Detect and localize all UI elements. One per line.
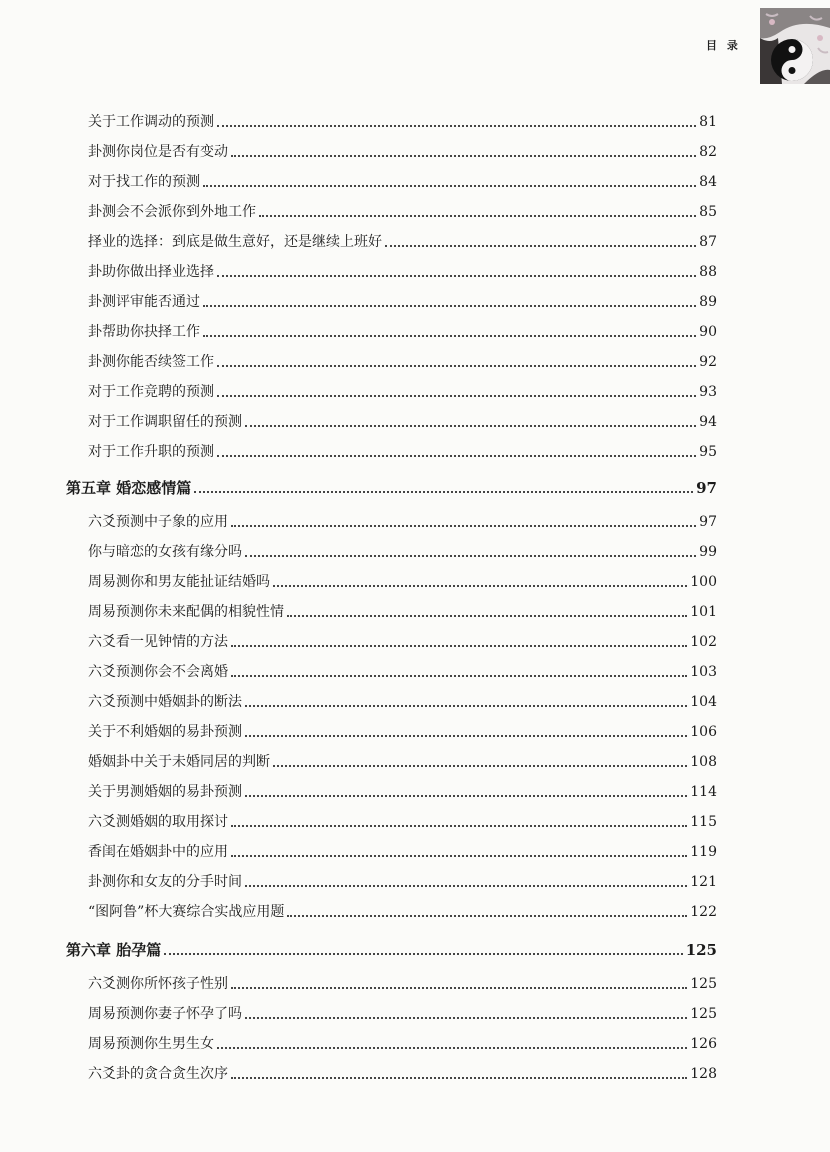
toc-page-number: 114	[690, 784, 717, 800]
toc-entry-title: 周易预测你生男生女	[88, 1036, 214, 1052]
toc-page-number: 93	[699, 384, 717, 400]
toc-entry	[88, 1005, 717, 1023]
dot-leader	[245, 704, 687, 707]
dot-leader	[217, 274, 696, 277]
toc-page-number: 121	[690, 874, 717, 890]
toc-page-number: 92	[699, 354, 717, 370]
toc-entry	[88, 293, 717, 311]
toc-page-number: 122	[690, 904, 717, 920]
toc-entry	[88, 323, 717, 341]
toc-page-number: 81	[699, 114, 717, 130]
toc-entry-title: 周易测你和男友能扯证结婚吗	[88, 574, 270, 590]
toc-entry-title: 卦测评审能否通过	[88, 294, 200, 310]
toc-entry	[88, 663, 717, 681]
toc-page-number: 97	[696, 479, 717, 497]
toc-entry	[88, 573, 717, 591]
toc-entry-title: 香闺在婚姻卦中的应用	[88, 844, 228, 860]
toc-entry	[88, 1065, 717, 1083]
toc-page-number: 95	[699, 444, 717, 460]
toc-chapter-entry	[66, 479, 717, 497]
toc-entry-title: 第五章 婚恋感情篇	[66, 479, 192, 497]
toc-entry	[88, 813, 717, 831]
dot-leader	[231, 824, 687, 827]
toc-entry-title: 对于找工作的预测	[88, 174, 200, 190]
toc-page-number: 82	[699, 144, 717, 160]
toc-entry-title: 六爻测你所怀孩子性别	[88, 976, 228, 992]
dot-leader	[231, 1076, 687, 1079]
toc-entry-title: 六爻看一见钟情的方法	[88, 634, 228, 650]
toc-page-number: 100	[690, 574, 717, 590]
dot-leader	[287, 614, 687, 617]
toc-page-number: 85	[699, 204, 717, 220]
toc-entry	[88, 633, 717, 651]
toc-entry-title: 周易预测你未来配偶的相貌性情	[88, 604, 284, 620]
dot-leader	[231, 644, 687, 647]
toc-entry-title: 六爻测婚姻的取用探讨	[88, 814, 228, 830]
toc-page-number: 101	[690, 604, 717, 620]
dot-leader	[245, 884, 687, 887]
toc-entry	[88, 975, 717, 993]
toc-entry-title: “图阿鲁”杯大赛综合实战应用题	[88, 904, 285, 920]
toc-page-number: 89	[699, 294, 717, 310]
toc-entry	[88, 783, 717, 801]
dot-leader	[259, 214, 696, 217]
toc-entry-title: 六爻预测中子象的应用	[88, 514, 228, 530]
dot-leader	[203, 304, 696, 307]
toc-entry-title: 婚姻卦中关于未婚同居的判断	[88, 754, 270, 770]
toc-page-number: 88	[699, 264, 717, 280]
dot-leader	[217, 1046, 687, 1049]
toc-entry-title: 卦测你能否续签工作	[88, 354, 214, 370]
toc-page-number: 115	[690, 814, 717, 830]
dot-leader	[245, 1016, 687, 1019]
toc-entry-title: 卦助你做出择业选择	[88, 264, 214, 280]
dot-leader	[203, 184, 696, 187]
toc-entry	[88, 513, 717, 531]
toc-entry	[88, 143, 717, 161]
toc-entry	[88, 413, 717, 431]
dot-leader	[231, 524, 696, 527]
toc-entry-title: 第六章 胎孕篇	[66, 941, 162, 959]
dot-leader	[245, 554, 696, 557]
toc-entry	[88, 723, 717, 741]
toc-entry	[88, 753, 717, 771]
toc-page-number: 97	[699, 514, 717, 530]
toc-entry	[88, 203, 717, 221]
toc-page-number: 104	[690, 694, 717, 710]
toc-page-number: 90	[699, 324, 717, 340]
toc-entry-title: 卦测你岗位是否有变动	[88, 144, 228, 160]
toc-entry-title: 卦帮助你抉择工作	[88, 324, 200, 340]
toc-entry-title: 卦测会不会派你到外地工作	[88, 204, 256, 220]
yin-yang-decoration-icon	[760, 8, 830, 84]
toc-entry	[88, 173, 717, 191]
dot-leader	[245, 794, 687, 797]
toc-entry	[88, 603, 717, 621]
toc-entry	[88, 1035, 717, 1053]
section-label: 目 录	[706, 39, 741, 52]
dot-leader	[217, 394, 696, 397]
toc-entry-title: 择业的选择：到底是做生意好，还是继续上班好	[88, 234, 382, 250]
toc-entry	[88, 903, 717, 921]
toc-entry-title: 你与暗恋的女孩有缘分吗	[88, 544, 242, 560]
toc-entry	[88, 263, 717, 281]
toc-entry-title: 关于男测婚姻的易卦预测	[88, 784, 242, 800]
dot-leader	[231, 674, 687, 677]
toc-entry-title: 卦测你和女友的分手时间	[88, 874, 242, 890]
toc-entry	[88, 383, 717, 401]
toc-page-number: 125	[685, 941, 717, 959]
toc-entry-title: 对于工作升职的预测	[88, 444, 214, 460]
toc-page-number: 125	[690, 1006, 717, 1022]
toc-page-number: 99	[699, 544, 717, 560]
toc-entry-title: 对于工作调职留任的预测	[88, 414, 242, 430]
toc-entry	[88, 543, 717, 561]
dot-leader	[203, 334, 696, 337]
toc-entry-title: 对于工作竞聘的预测	[88, 384, 214, 400]
toc-entry-title: 六爻卦的贪合贪生次序	[88, 1066, 228, 1082]
toc-entry	[88, 443, 717, 461]
toc-entry	[88, 873, 717, 891]
toc-entry-title: 周易预测你妻子怀孕了吗	[88, 1006, 242, 1022]
toc-page-number: 102	[690, 634, 717, 650]
toc-page-number: 106	[690, 724, 717, 740]
dot-leader	[217, 364, 696, 367]
toc-page-number: 87	[699, 234, 717, 250]
dot-leader	[231, 154, 696, 157]
toc-chapter-entry	[66, 941, 717, 959]
dot-leader	[245, 424, 696, 427]
toc-page-number: 94	[699, 414, 717, 430]
dot-leader	[231, 854, 687, 857]
dot-leader	[164, 952, 682, 955]
toc-entry-title: 关于工作调动的预测	[88, 114, 214, 130]
toc-page-number: 84	[699, 174, 717, 190]
toc-entry-title: 关于不利婚姻的易卦预测	[88, 724, 242, 740]
toc-entry	[88, 353, 717, 371]
toc-entry	[88, 233, 717, 251]
dot-leader	[273, 584, 687, 587]
toc-entry-title: 六爻预测中婚姻卦的断法	[88, 694, 242, 710]
page-header	[0, 0, 830, 95]
toc-page-number: 128	[690, 1066, 717, 1082]
dot-leader	[385, 244, 696, 247]
dot-leader	[273, 764, 687, 767]
toc-page-number: 103	[690, 664, 717, 680]
toc-entry-title: 六爻预测你会不会离婚	[88, 664, 228, 680]
dot-leader	[287, 914, 687, 917]
toc-page-number: 126	[690, 1036, 717, 1052]
toc-entry	[88, 843, 717, 861]
dot-leader	[194, 490, 693, 493]
toc-page-number: 108	[690, 754, 717, 770]
toc-entry	[88, 113, 717, 131]
dot-leader	[217, 454, 696, 457]
toc-entry	[88, 693, 717, 711]
toc-page-number: 119	[690, 844, 717, 860]
dot-leader	[217, 124, 696, 127]
toc-page-number: 125	[690, 976, 717, 992]
dot-leader	[231, 986, 687, 989]
dot-leader	[245, 734, 687, 737]
